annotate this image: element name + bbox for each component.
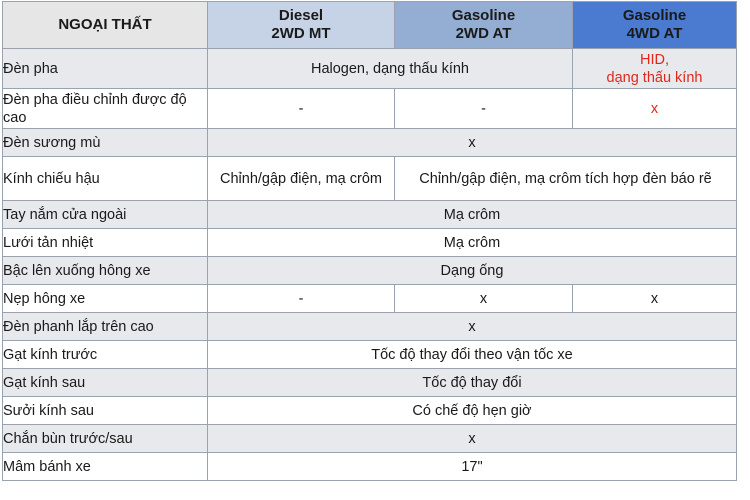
header-col1-line1: Diesel <box>278 7 324 24</box>
header-gasoline-4wd-at <box>573 2 737 49</box>
row-value-col3-line2: dạng thấu kính <box>606 69 703 86</box>
header-col3-line2: 4WD AT <box>626 25 683 42</box>
row-feature: Đèn pha <box>3 49 208 89</box>
exterior-spec-table <box>2 1 737 481</box>
header-col2-line1: Gasoline <box>451 7 516 24</box>
row-feature: Nẹp hông xe <box>3 285 208 313</box>
row-value-merged: Dạng ống <box>208 257 737 285</box>
table-row <box>3 89 737 129</box>
header-col3-line1: Gasoline <box>622 7 687 24</box>
header-col1-line2: 2WD MT <box>271 25 331 42</box>
row-feature: Gạt kính trước <box>3 341 208 369</box>
table-row <box>3 397 737 425</box>
row-value-col1: Chỉnh/gập điện, mạ crôm <box>208 157 395 201</box>
table-row <box>3 157 737 201</box>
row-value-merged: Mạ crôm <box>208 201 737 229</box>
row-value-merged: Tốc độ thay đổi <box>208 369 737 397</box>
row-value-merged: x <box>208 313 737 341</box>
row-feature: Kính chiếu hậu <box>3 157 208 201</box>
table-row <box>3 285 737 313</box>
table-row <box>3 369 737 397</box>
row-feature: Đèn phanh lắp trên cao <box>3 313 208 341</box>
row-feature: Tay nắm cửa ngoài <box>3 201 208 229</box>
row-feature: Chắn bùn trước/sau <box>3 425 208 453</box>
table-row <box>3 257 737 285</box>
row-feature: Đèn pha điều chỉnh được độ cao <box>3 89 208 129</box>
row-value-col3 <box>573 49 737 89</box>
row-value-col3-line1: HID, <box>640 51 669 68</box>
row-feature: Đèn sương mù <box>3 129 208 157</box>
row-value-merged: Tốc độ thay đổi theo vận tốc xe <box>208 341 737 369</box>
row-value-merged: x <box>208 129 737 157</box>
table-row <box>3 425 737 453</box>
table-row <box>3 313 737 341</box>
row-value-merged: Halogen, dạng thấu kính <box>208 49 573 89</box>
row-value-col2: - <box>395 89 573 129</box>
row-feature: Gạt kính sau <box>3 369 208 397</box>
row-value-col1: - <box>208 285 395 313</box>
table-row <box>3 341 737 369</box>
row-feature: Bậc lên xuống hông xe <box>3 257 208 285</box>
row-feature: Lưới tản nhiệt <box>3 229 208 257</box>
row-value-col3: x <box>573 89 737 129</box>
row-value-merged: 17" <box>208 453 737 481</box>
row-value-col1: - <box>208 89 395 129</box>
row-value-merged: Chỉnh/gập điện, mạ crôm tích hợp đèn báo rẽ <box>395 157 737 201</box>
row-value-col3: x <box>573 285 737 313</box>
table-row <box>3 453 737 481</box>
header-diesel-2wd-mt <box>208 2 395 49</box>
row-value-col2: x <box>395 285 573 313</box>
row-feature: Mâm bánh xe <box>3 453 208 481</box>
table-row <box>3 229 737 257</box>
table-row <box>3 49 737 89</box>
header-gasoline-2wd-at <box>395 2 573 49</box>
table-row <box>3 129 737 157</box>
row-value-merged: Mạ crôm <box>208 229 737 257</box>
header-row <box>3 2 737 49</box>
table-row <box>3 201 737 229</box>
row-feature: Sưởi kính sau <box>3 397 208 425</box>
row-value-merged: Có chế độ hẹn giờ <box>208 397 737 425</box>
header-col2-line2: 2WD AT <box>455 25 512 42</box>
row-value-merged: x <box>208 425 737 453</box>
header-feature: NGOẠI THẤT <box>3 2 208 49</box>
